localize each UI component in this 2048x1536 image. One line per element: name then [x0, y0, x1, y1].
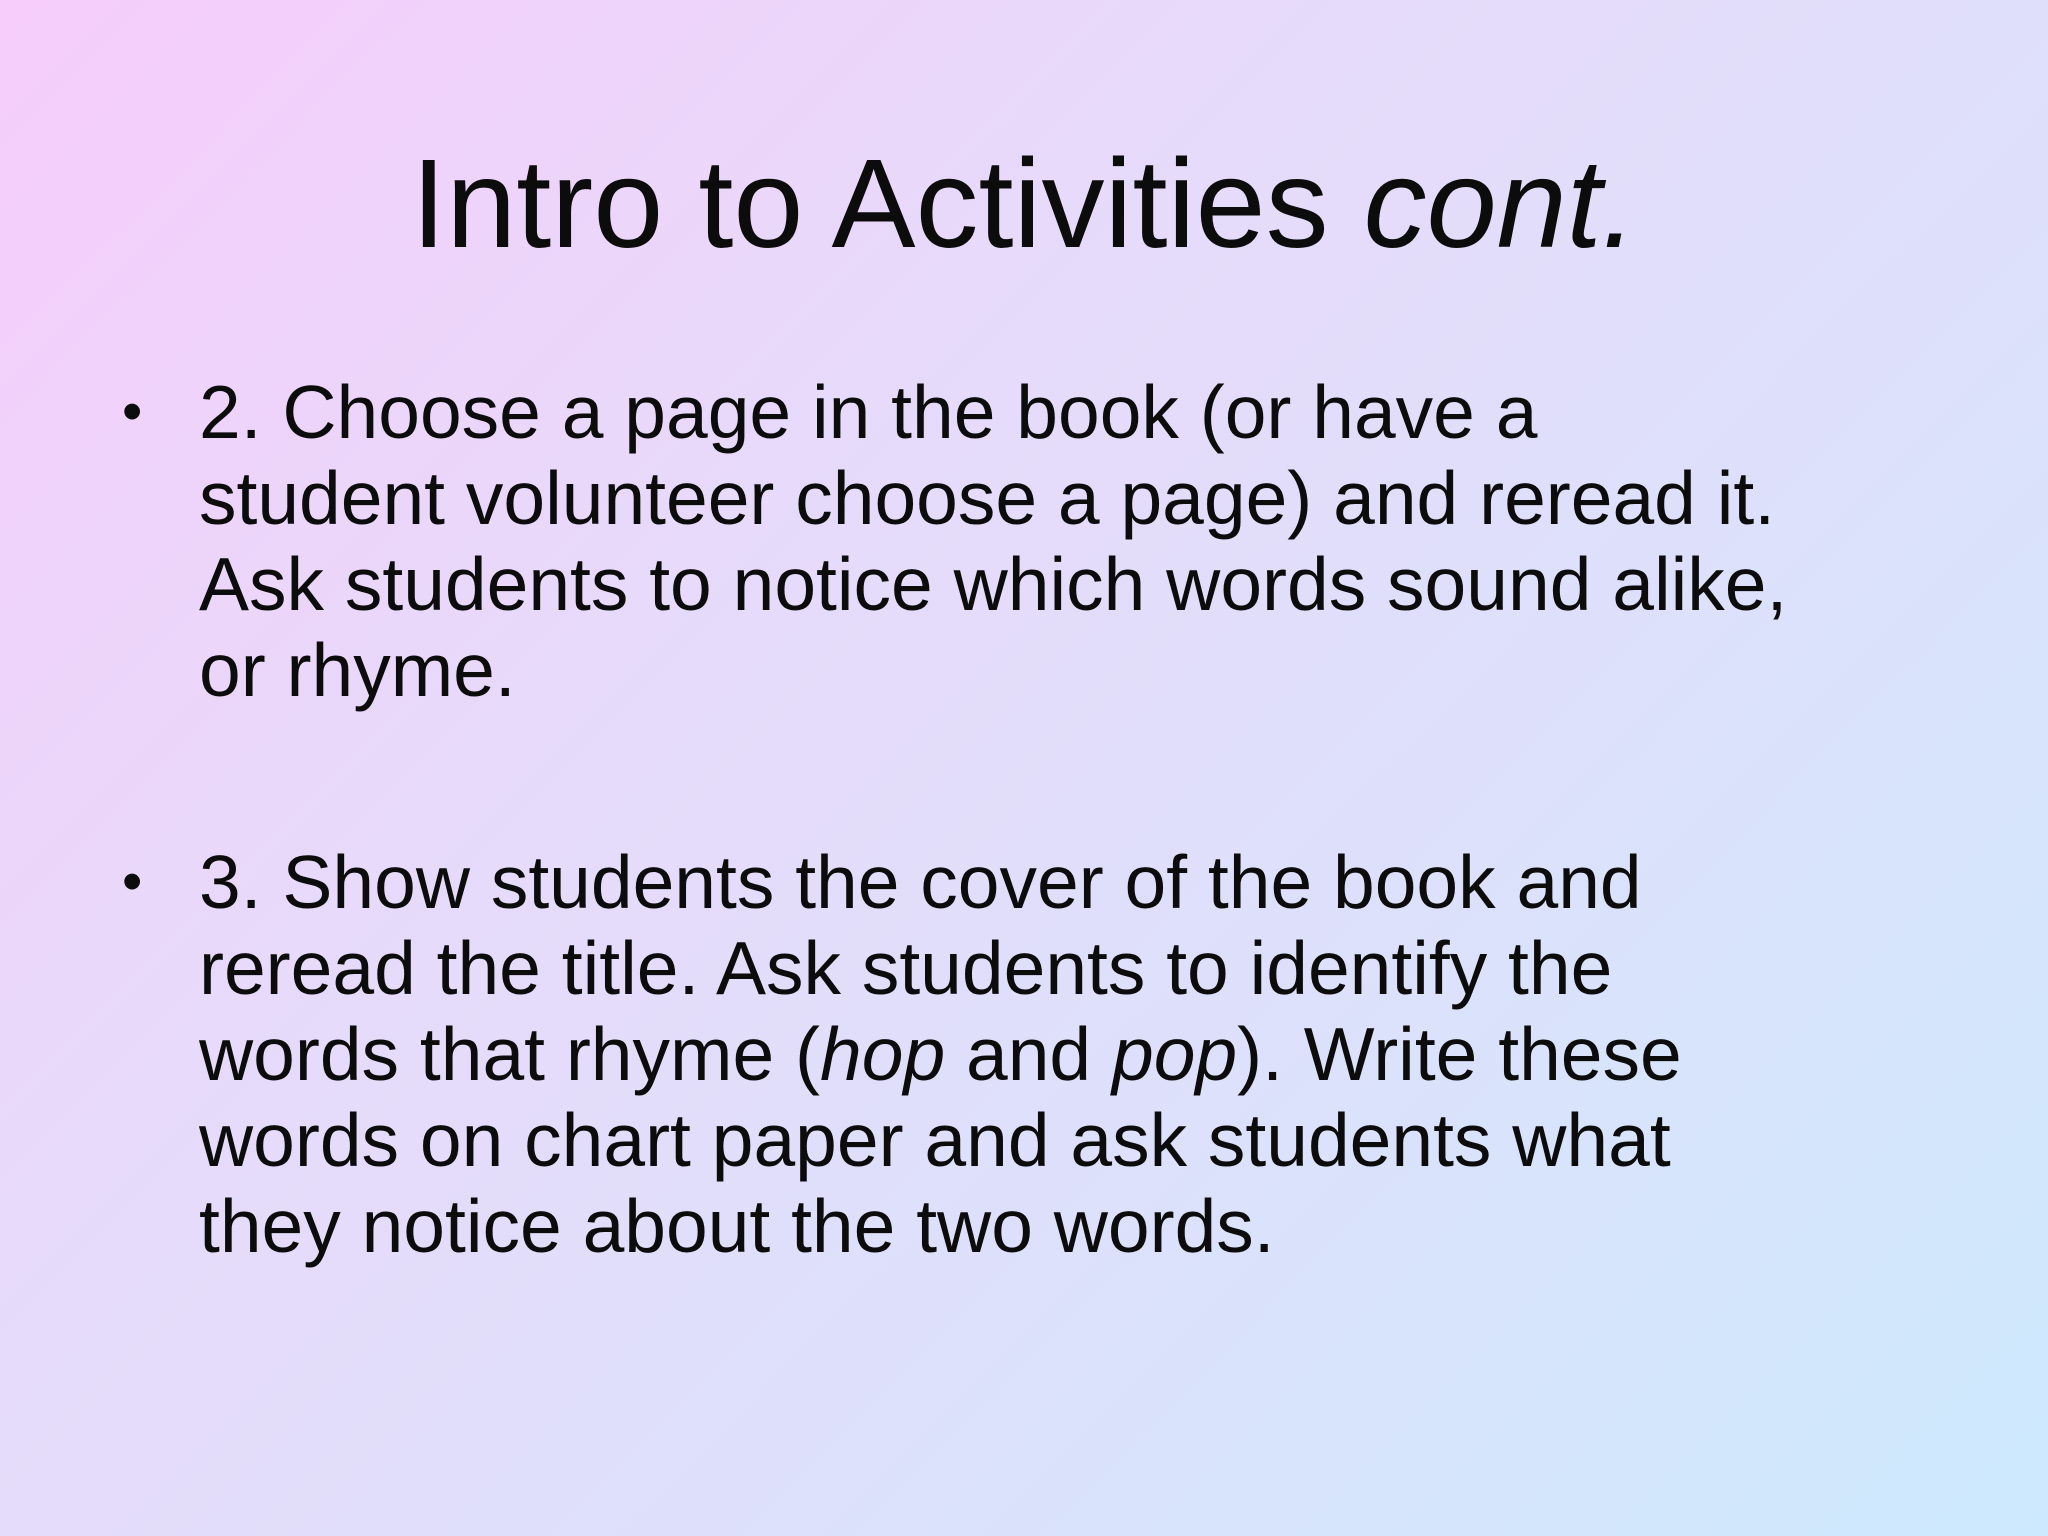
bullet-3-line-3-before: words that rhyme ( [199, 1012, 821, 1096]
bullet-dot-icon: • [122, 379, 143, 444]
bullet-item-3 [122, 839, 1919, 1269]
bullet-3-line-2: reread the title. Ask students to identify the [199, 926, 1613, 1010]
rhyme-word-pop: pop [1111, 1012, 1238, 1096]
slide-title-text: Intro to Activities [411, 133, 1329, 274]
rhyme-word-hop: hop [820, 1012, 946, 1096]
bullet-dot-icon: • [122, 849, 143, 914]
bullet-item-2 [122, 369, 1919, 713]
bullet-3-line-3-after: ). Write these [1237, 1012, 1682, 1096]
bullet-2-line-2: student volunteer choose a page) and reread it. [199, 456, 1776, 540]
bullet-3-line-3 [199, 1011, 1919, 1097]
bullet-2-line-4: or rhyme. [199, 628, 516, 712]
bullet-2-line-3: Ask students to notice which words sound alike, [199, 542, 1788, 626]
bullet-3-line-5: they notice about the two words. [199, 1184, 1275, 1268]
slide-title [0, 128, 2048, 279]
slide-title-emphasis: cont. [1363, 133, 1637, 274]
bullet-3-line-3-middle: and [945, 1012, 1112, 1096]
bullet-3-line-1: 3. Show students the cover of the book and [199, 840, 1642, 924]
bullet-2-line-1: 2. Choose a page in the book (or have a [199, 370, 1538, 454]
bullet-3-line-4: words on chart paper and ask students what [199, 1098, 1671, 1182]
